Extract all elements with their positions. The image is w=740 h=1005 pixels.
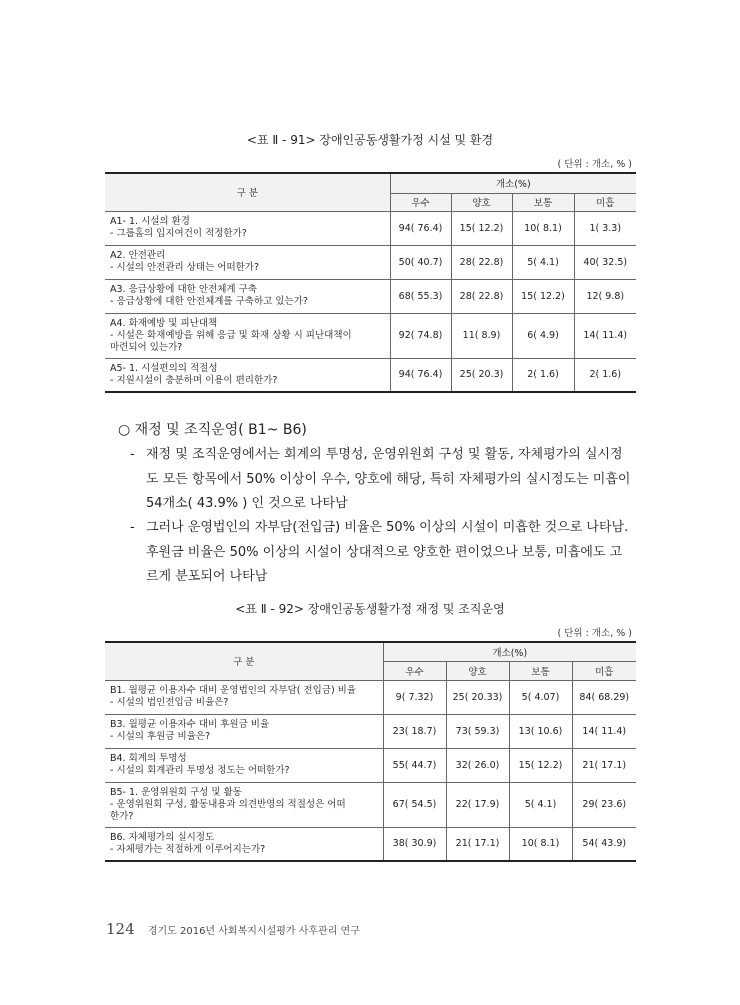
table2-cell: 21( 17.1) [572,748,636,782]
table2-cell: 14( 11.4) [572,714,636,748]
table1-cell: 6( 4.9) [512,313,574,358]
row-label-line: A2. 안전관리 [110,250,166,261]
table2-cell: 13( 10.6) [509,714,572,748]
table2-unit: ( 단위 : 개소, % ) [557,628,632,639]
table2-cell: 10( 8.1) [509,827,572,861]
table2-row [105,714,636,748]
table1-cell: 1( 3.3) [574,211,636,245]
table2-row [105,680,636,714]
table1-row-label [105,211,390,245]
table1-col-header: 보통 [512,193,574,211]
row-label-line: - 시설의 안전관리 상태는 어떠한가? [110,262,260,273]
table2-cell: 15( 12.2) [509,748,572,782]
table2-cell: 73( 59.3) [446,714,509,748]
row-label-line: B4. 회계의 투명성 [110,753,187,764]
row-label-line: - 지원시설이 충분하며 이용이 편리한가? [110,374,278,386]
table1-cell: 15( 12.2) [512,279,574,313]
table1-row-label [105,279,390,313]
row-label-line: B5- 1. 운영위원회 구성 및 활동 [110,786,242,798]
table1-col-header: 양호 [451,193,512,211]
table2-col-header: 보통 [509,661,572,680]
table1-row [105,211,636,245]
row-label-line: A5- 1. 시설편의의 적절성 [110,362,218,374]
table2-row-label [105,714,383,748]
table1-col-header: 미흡 [574,193,636,211]
paragraph-line: 재정 및 조직운영에서는 회계의 투명성, 운영위원회 구성 및 활동, 자체평가의 실시정 [146,447,623,462]
table1-cell: 2( 1.6) [512,358,574,392]
paragraph-2 [130,516,636,590]
page-footer [106,920,360,938]
row-label-line: A4. 화재예방 및 피난대책 [110,317,218,329]
paragraph-dash: - [130,447,135,462]
table2-col-header: 미흡 [572,661,636,680]
table2-cell: 25( 20.33) [446,680,509,714]
table1-cell: 10( 8.1) [512,211,574,245]
table2-cell: 5( 4.07) [509,680,572,714]
table1-col-header: 우수 [390,193,451,211]
table1-cell: 28( 22.8) [451,279,512,313]
table2-cell: 5( 4.1) [509,782,572,827]
table1-row-label [105,313,390,358]
paragraph-line: 그러나 운영법인의 자부담(전입금) 비율은 50% 이상의 시설이 미흡한 것으로 나타남. [146,520,629,535]
page-number: 124 [106,920,135,938]
table1-cell: 15( 12.2) [451,211,512,245]
table2-caption: <표 Ⅱ - 92> 장애인공동생활가정 재정 및 조직운영 [235,602,505,616]
paragraph-1 [130,443,636,517]
table1-cell: 40( 32.5) [574,245,636,279]
table1-row [105,313,636,358]
row-label-line: - 운영위원회 구성, 활동내용과 의견반영의 적절성은 어떠 [110,798,346,810]
row-label-line: B3. 월평균 이용자수 대비 후원금 비율 [110,719,270,730]
table1-unit: ( 단위 : 개소, % ) [557,159,632,170]
table2-cell: 55( 44.7) [383,748,446,782]
table2-cell: 54( 43.9) [572,827,636,861]
table2-cell: 32( 26.0) [446,748,509,782]
table1-cell: 28( 22.8) [451,245,512,279]
paragraph-line: 후원금 비율은 50% 이상의 시설이 상대적으로 양호한 편이었으나 보통, 미흡에도 고 [146,544,623,560]
paragraph-line: 54개소( 43.9% ) 인 것으로 나타남 [146,496,348,511]
row-label-line: - 시설은 화재예방을 위해 응급 및 화재 상황 시 피난대책이 [110,329,352,341]
table2-row [105,782,636,827]
table2-col-header: 우수 [383,661,446,680]
table1-caption: <표 Ⅱ - 91> 장애인공동생활가정 시설 및 환경 [246,133,494,147]
row-label-line: B1. 월평균 이용자수 대비 운영법인의 자부담( 전입금) 비율 [110,685,357,696]
table1-cell: 50( 40.7) [390,245,451,279]
row-label-line: - 시설의 회계관리 투명성 정도는 어떠한가? [110,765,290,776]
paragraph-line: 르게 분포되어 나타남 [146,569,268,584]
table2-cell: 84( 68.29) [572,680,636,714]
table2-cell: 21( 17.1) [446,827,509,861]
table2-row-label [105,748,383,782]
row-label-line: - 그룹홈의 입지여건이 적정한가? [110,228,247,239]
table2-cell: 29( 23.6) [572,782,636,827]
table2-row-label [105,782,383,827]
table1-cell: 5( 4.1) [512,245,574,279]
table2-header-group: 개소(%) [383,642,636,661]
table1-row [105,358,636,392]
table2-cell: 9( 7.32) [383,680,446,714]
table2-col-header: 양호 [446,661,509,680]
table2-row [105,748,636,782]
table2-cell: 23( 18.7) [383,714,446,748]
table1-cell: 14( 11.4) [574,313,636,358]
table1 [105,172,636,393]
section-heading: ○ 재정 및 조직운영( B1~ B6) [118,422,307,438]
table1-row-label [105,358,390,392]
table1-cell: 94( 76.4) [390,358,451,392]
row-label-line: - 시설의 법인전입금 비율은? [110,697,229,708]
row-label-line: - 시설의 후원금 비율은? [110,731,211,742]
table2-header-category: 구 분 [105,642,383,680]
table2-cell: 67( 54.5) [383,782,446,827]
table1-cell: 25( 20.3) [451,358,512,392]
table1-header-group: 개소(%) [390,173,636,193]
row-label-line: B6. 자체평가의 실시정도 [110,831,215,843]
row-label-line: - 응급상황에 대한 안전체계를 구축하고 있는가? [110,296,308,307]
table2-row-label [105,680,383,714]
row-label-line: 한가? [110,810,134,822]
table2-row-label [105,827,383,861]
footer-title: 경기도 2016년 사회복지시설평가 사후관리 연구 [147,926,360,937]
paragraph-line: 도 모든 항목에서 50% 이상이 우수, 양호에 해당, 특히 자체평가의 실시정도는 미흡이 [146,471,631,487]
row-label-line: A3. 응급상황에 대한 안전체계 구축 [110,284,257,295]
table2-cell: 22( 17.9) [446,782,509,827]
table1-cell: 92( 74.8) [390,313,451,358]
row-label-line: 마련되어 있는가? [110,341,183,353]
table1-header-category: 구 분 [105,173,390,211]
row-label-line: - 자체평가는 적절하게 이루어지는가? [110,843,266,855]
row-label-line: A1- 1. 시설의 환경 [110,216,190,227]
table1-cell: 11( 8.9) [451,313,512,358]
table1-row [105,279,636,313]
table1-cell: 2( 1.6) [574,358,636,392]
table1-row-label [105,245,390,279]
table2 [105,641,636,862]
table2-cell: 38( 30.9) [383,827,446,861]
table1-cell: 94( 76.4) [390,211,451,245]
table1-row [105,245,636,279]
table1-cell: 12( 9.8) [574,279,636,313]
table2-row [105,827,636,861]
paragraph-dash: - [130,520,135,535]
table1-cell: 68( 55.3) [390,279,451,313]
